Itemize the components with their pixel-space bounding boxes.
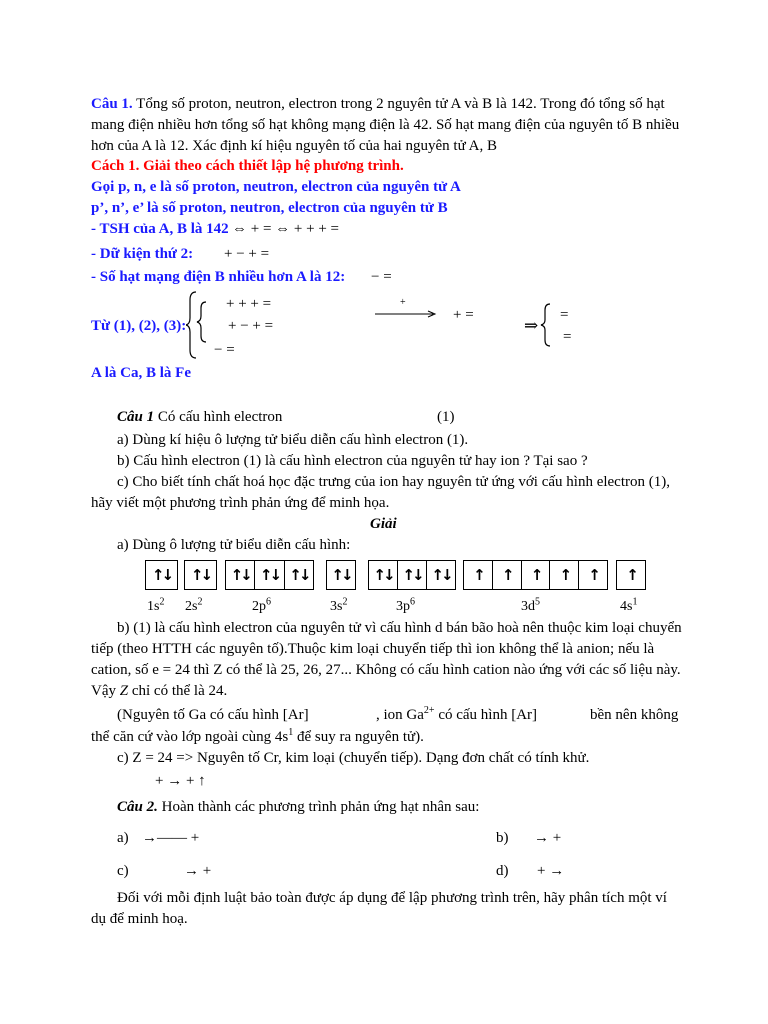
orbital-cell: ↑ xyxy=(626,565,636,584)
nuclear-c-equation: → + xyxy=(184,863,212,879)
part-c-line-2: hãy viết một phương trình phản ứng để minh họa. xyxy=(91,495,390,511)
final-line-1: Đối với mỗi định luật bảo toàn được áp dụng để lập phương trình trên, hãy phân tích một ví xyxy=(117,890,667,906)
nuclear-question-line xyxy=(117,797,479,818)
implies-arrow: ⇒ xyxy=(524,316,539,335)
orbital-label-2p: $2p^6$ xyxy=(252,596,271,614)
question-1-line-1 xyxy=(91,94,665,115)
final-line-2: dụ để minh hoạ. xyxy=(91,911,188,927)
orbital-cell: ↑↓ xyxy=(431,565,451,584)
orbital-2s xyxy=(184,560,217,590)
nuclear-b-label: b) xyxy=(496,830,509,846)
config-question-line xyxy=(117,407,282,428)
equation-2-label: - Dữ kiện thứ 2: xyxy=(91,246,194,262)
system-row-3: − = xyxy=(214,342,235,358)
orbital-4s xyxy=(616,560,646,590)
variables-b: p’, n’, e’ là số proton, neutron, electron của nguyên tử B xyxy=(91,200,448,216)
orbital-label-3s: $3s^2$ xyxy=(330,596,348,614)
equation-3-label: - Số hạt mạng điện B nhiều hơn A là 12: xyxy=(91,269,346,285)
combined-equation: + = xyxy=(453,307,474,323)
config-number: (1) xyxy=(437,409,455,425)
result-1: = xyxy=(560,307,569,323)
orbital-cell: ↑↓ xyxy=(255,561,284,589)
nuclear-question-title: Câu 2. xyxy=(117,799,158,815)
explanation-line-3: cation, số e = 24 thì Z có thể là 25, 26, 27... Không có cấu hình cation nào ứng với các số liệu này. xyxy=(91,662,681,678)
config-question-intro: Có cấu hình electron xyxy=(157,409,283,425)
orbital-cell: ↑ xyxy=(550,561,579,589)
part-b: b) Cấu hình electron (1) là cấu hình electron của nguyên tử hay ion ? Tại sao ? xyxy=(117,453,588,469)
result-brace xyxy=(540,303,552,347)
orbital-label-4s: $4s^1$ xyxy=(620,596,638,614)
ga-note-part-1: (Nguyên tố Ga có cấu hình [Ar] xyxy=(117,707,309,723)
orbital-3p xyxy=(368,560,456,590)
arrow-label: + xyxy=(400,297,406,308)
question-1-title: Câu 1. xyxy=(91,96,133,112)
system-row-1: + + + = xyxy=(226,296,272,312)
solution-c: c) Z = 24 => Nguyên tố Cr, kim loại (chuyển tiếp). Dạng đơn chất có tính khử. xyxy=(117,750,590,766)
question-1-line-3: hơn của A là 12. Xác định kí hiệu nguyên tố của hai nguyên tử A, B xyxy=(91,138,497,154)
orbital-3d xyxy=(463,560,608,590)
system-row-2: + − + = xyxy=(228,318,274,334)
equation-1-label: - TSH của A, B là 142 xyxy=(91,221,229,237)
equation-2-operators: + − + = xyxy=(224,246,270,262)
nuclear-a-equation: →—— + xyxy=(142,830,200,846)
equation-3-operators: − = xyxy=(371,269,392,285)
orbital-cell: ↑↓ xyxy=(398,561,427,589)
orbital-1s xyxy=(145,560,178,590)
question-1-text: Tổng số proton, neutron, electron trong 2 nguyên tử A và B là 142. Trong đó tổng số hạt xyxy=(136,96,665,112)
nuclear-d-equation: + → xyxy=(537,863,565,879)
system-brace xyxy=(186,290,208,360)
config-question-title: Câu 1 xyxy=(117,409,155,425)
equation-1-operators: ⇔ + = ⇔ + + + = xyxy=(232,221,340,237)
question-1-line-2: mang điện nhiều hơn tổng số hạt không mạng điện là 42. Số hạt mang điện của nguyên tố B nhiều xyxy=(91,117,680,133)
ga-note-part-2: , ion $Ga^{2+}$ có cấu hình [Ar] xyxy=(376,705,538,723)
method-title: Cách 1. Giải theo cách thiết lập hệ phương trình. xyxy=(91,158,404,174)
orbital-cell: ↑↓ xyxy=(226,561,255,589)
solution-c-equation: + → + ↑ xyxy=(155,773,206,789)
solution-heading: Giải xyxy=(370,516,397,532)
long-arrow-icon xyxy=(375,305,437,319)
explanation-line-2: tiếp (theo HTTH các nguyên tố).Thuộc kim loại chuyển tiếp thì ion không thể là anion; nếu là xyxy=(91,641,655,657)
answer: A là Ca, B là Fe xyxy=(91,365,191,381)
orbital-cell: ↑↓ xyxy=(331,565,351,584)
part-c-line-1: c) Cho biết tính chất hoá học đặc trưng của ion hay nguyên tử ứng với cấu hình electron (1), xyxy=(117,474,670,490)
orbital-label-1s: $1s^2$ xyxy=(147,596,165,614)
orbital-2p xyxy=(225,560,314,590)
orbital-cell: ↑↓ xyxy=(369,561,398,589)
explanation-line-1: b) (1) là cấu hình electron của nguyên tử vì cấu hình d bán bão hoà nên thuộc kim loại chuyển xyxy=(117,620,682,636)
nuclear-a-label: a) xyxy=(117,830,129,846)
orbital-cell: ↑↓ xyxy=(289,565,309,584)
orbital-cell: ↑ xyxy=(588,565,598,584)
orbital-3s xyxy=(326,560,356,590)
orbital-cell: ↑ xyxy=(493,561,522,589)
nuclear-question-intro: Hoàn thành các phương trình phản ứng hạt nhân sau: xyxy=(161,799,480,815)
system-label: Từ (1), (2), (3): xyxy=(91,318,187,334)
orbital-label-3p: $3p^6$ xyxy=(396,596,415,614)
orbital-cell: ↑ xyxy=(464,561,493,589)
explanation-line-4: Vậy Z chỉ có thể là 24. xyxy=(91,683,228,699)
orbital-cell: ↑↓ xyxy=(190,565,211,584)
orbital-cell: ↑ xyxy=(522,561,551,589)
variables-a: Gọi p, n, e là số proton, neutron, electron của nguyên tử A xyxy=(91,179,461,195)
solution-a: a) Dùng ô lượng tử biểu diễn cấu hình: xyxy=(117,537,351,553)
part-a: a) Dùng kí hiệu ô lượng tử biểu diễn cấu hình electron (1). xyxy=(117,432,469,448)
nuclear-d-label: d) xyxy=(496,863,509,879)
result-2: = xyxy=(563,329,572,345)
nuclear-b-equation: → + xyxy=(534,830,562,846)
orbital-label-3d: $3d^5$ xyxy=(521,596,540,614)
orbital-cell: ↑↓ xyxy=(151,565,172,584)
orbital-label-2s: $2s^2$ xyxy=(185,596,203,614)
nuclear-c-label: c) xyxy=(117,863,129,879)
ga-note-line-2: thể căn cứ vào lớp ngoài cùng $4s^1$ để suy ra nguyên tử). xyxy=(91,727,424,745)
ga-note-part-3: bền nên không xyxy=(590,707,679,723)
